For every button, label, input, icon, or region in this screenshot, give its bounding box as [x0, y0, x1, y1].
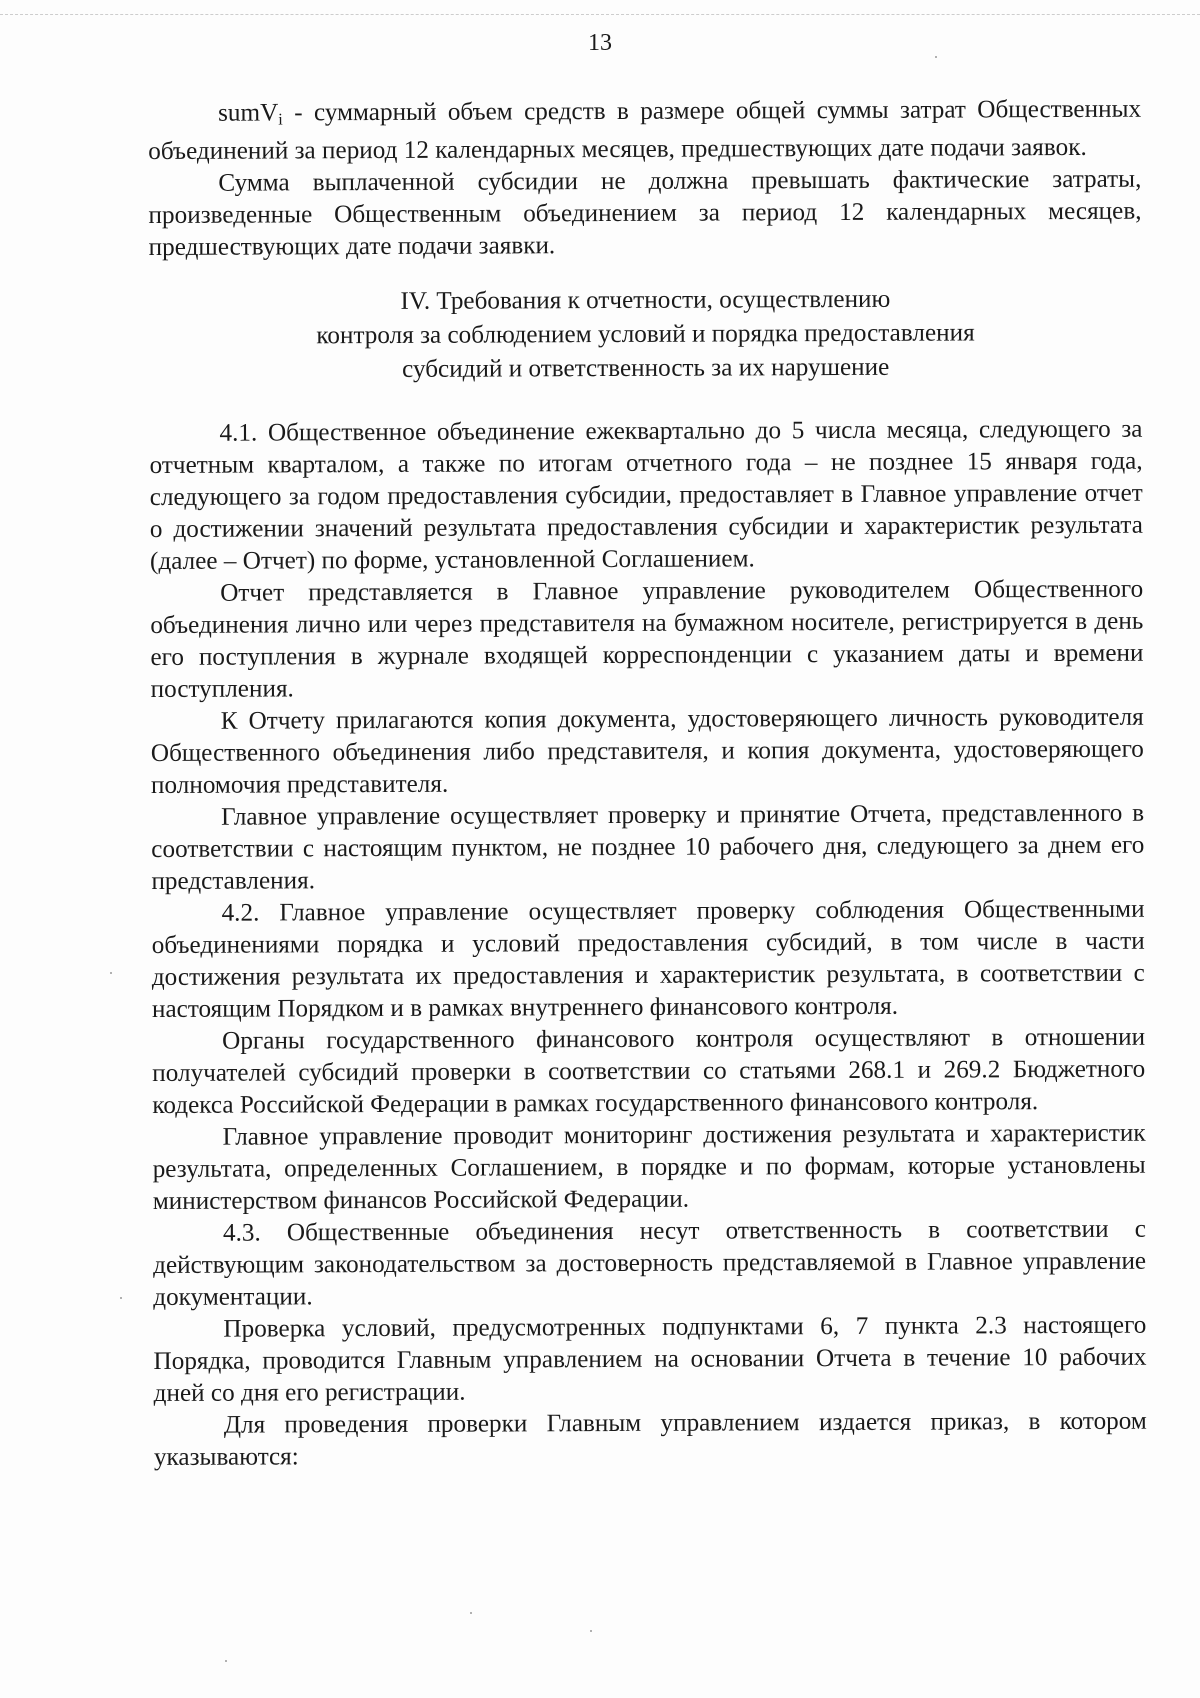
paragraph-order: Для проведения проверки Главным управлением издается приказ, в котором указываются:: [153, 1407, 1147, 1472]
section-heading-line-2: контроля за соблюдением условий и порядка предоставления: [316, 319, 975, 350]
paragraph-4-1: 4.1. Общественное объединение ежеквартально до 5 числа месяца, следующего за отчетным кварталом, а также по итогам отчетного года – не позднее 15 января года, следующего за годом предоставления субсидии, предоставляет в Главное управление отчет о достижении значений результата предоставления субсидии и характеристик результата (далее – Отчет) по форме, установленной Соглашением.: [149, 415, 1143, 576]
paragraph-conditions-check: Проверка условий, предусмотренных подпунктами 6, 7 пункта 2.3 настоящего Порядка, проводится Главным управлением на основании Отчета в течение 10 рабочих дней со дня его регистрации.: [153, 1311, 1147, 1408]
paragraph-subsidy-limit: Сумма выплаченной субсидии не должна превышать фактические затраты, произведенные Общественным объединением за период 12 календарных месяцев, предшествующих дате подачи заявки.: [148, 165, 1142, 262]
scan-speck: [225, 1660, 227, 1662]
variable-subscript: i: [278, 109, 283, 129]
scan-speck: [590, 1630, 592, 1632]
variable-base: sumV: [218, 99, 279, 127]
scan-speck: [120, 1297, 122, 1299]
section-heading-line-3: субсидий и ответственность за их нарушение: [402, 353, 890, 383]
scan-edge-line: [0, 14, 1200, 19]
scan-speck: [935, 56, 937, 58]
variable-definition: - суммарный объем средств в размере общей суммы затрат Общественных объединений за период 12 календарных месяцев, предшествующих дате подачи заявок.: [148, 95, 1142, 166]
paragraph-4-2: 4.2. Главное управление осуществляет проверку соблюдения Общественными объединениями порядка и условий предоставления субсидий, в том числе в части достижения результата их предоставления и характеристик результата, в соответствии с настоящим Порядком и в рамках внутреннего финансового контроля.: [151, 895, 1145, 1024]
paragraph-report-attachments: К Отчету прилагаются копия документа, удостоверяющего личность руководителя Общественного объединения либо представителя, и копия документа, удостоверяющего полномочия представителя.: [150, 703, 1144, 800]
paragraph-financial-control: Органы государственного финансового контроля осуществляют в отношении получателей субсидий проверки в соответствии со статьями 268.1 и 269.2 Бюджетного кодекса Российской Федерации в рамках государственного финансового контроля.: [152, 1023, 1146, 1120]
section-heading-line-1: IV. Требования к отчетности, осуществлению: [400, 285, 891, 315]
formula-variable: [218, 99, 283, 129]
scan-speck: [110, 972, 112, 974]
page-number: 13: [588, 30, 612, 56]
paragraph-report-check: Главное управление осуществляет проверку и принятие Отчета, представленного в соответствии с настоящим пунктом, не позднее 10 рабочего дня, следующего за днем его представления.: [151, 799, 1145, 896]
document-body: [148, 94, 1147, 1474]
paragraph-report-submission: Отчет представляется в Главное управление руководителем Общественного объединения лично или через представителя на бумажном носителе, регистрируется в день его поступления в журнале входящей корреспонденции с указанием даты и времени поступления.: [150, 575, 1144, 704]
formula-definition-paragraph: [148, 94, 1141, 168]
scan-speck: [470, 1612, 472, 1614]
paragraph-4-3: 4.3. Общественные объединения несут ответственность в соответствии с действующим законодательством за достоверность представляемой в Главное управление документации.: [153, 1215, 1147, 1312]
paragraph-monitoring: Главное управление проводит мониторинг достижения результата и характеристик результата, определенных Соглашением, в порядке и по формам, которые установлены министерством финансов Российской Федерации.: [152, 1119, 1146, 1216]
section-heading: [149, 282, 1142, 388]
